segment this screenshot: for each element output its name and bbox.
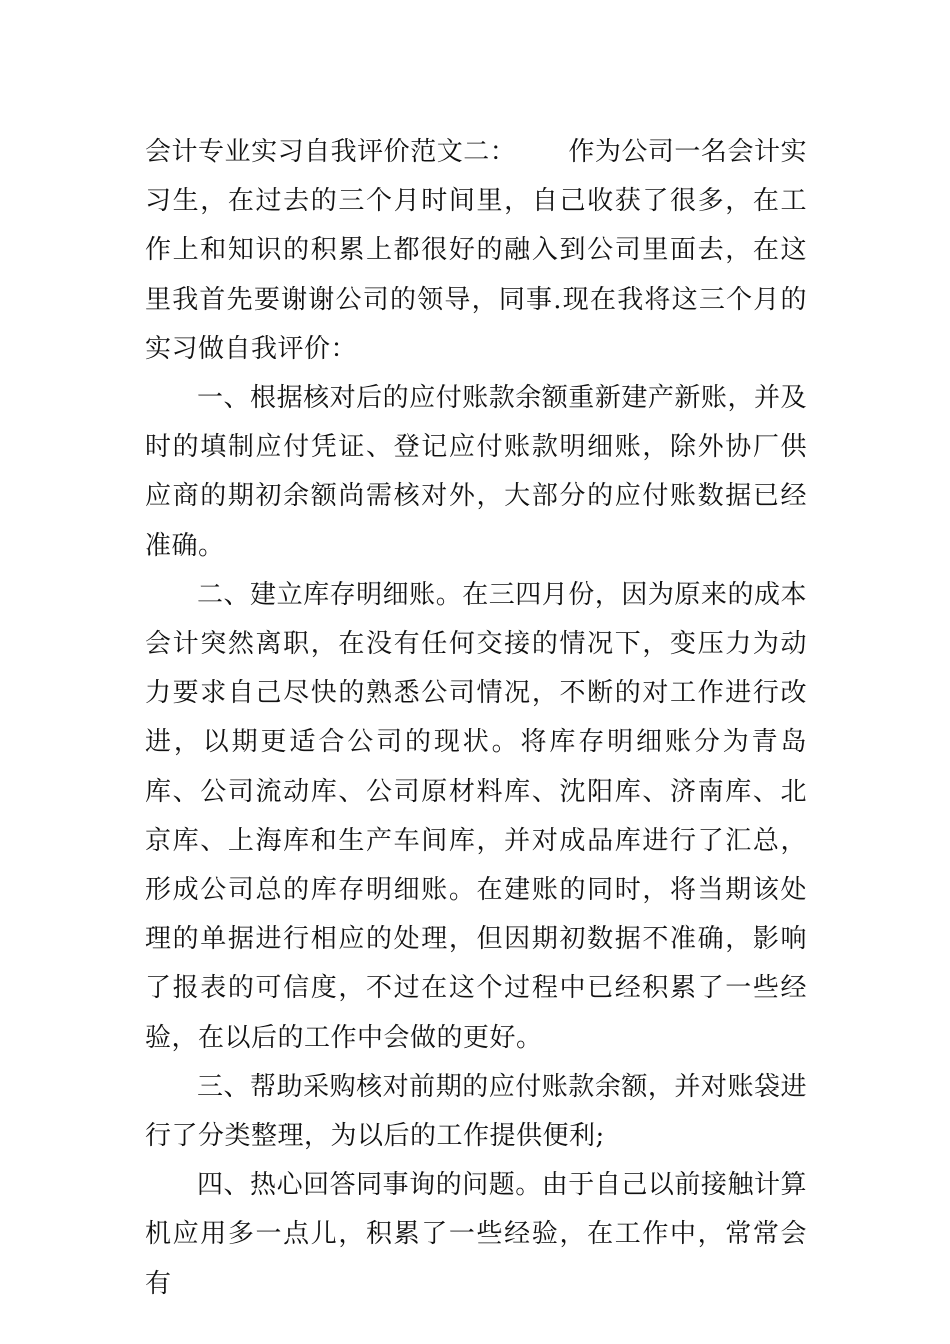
document-heading: 会计专业实习自我评价范文二： [145, 137, 517, 167]
paragraph-3: 三、帮助采购核对前期的应付账款余额，并对账袋进行了分类整理，为以后的工作提供便利; [145, 1071, 807, 1152]
document-body [145, 128, 807, 1309]
paragraph-4: 四、热心回答同事询的问题。由于自己以前接触计算机应用多一点儿，积累了一些经验，在工作中，常常会有 [145, 1170, 807, 1299]
intro-text: 作为公司一名会计实习生，在过去的三个月时间里，自己收获了很多，在工作上和知识的积累上都很好的融入到公司里面去，在这里我首先要谢谢公司的领导，同事.现在我将这三个月的实习做自我评价： [145, 137, 807, 364]
paragraph-1: 一、根据核对后的应付账款余额重新建产新账，并及时的填制应付凭证、登记应付账款明细账，除外协厂供应商的期初余额尚需核对外，大部分的应付账数据已经准确。 [145, 383, 807, 561]
paragraph-2: 二、建立库存明细账。在三四月份，因为原来的成本会计突然离职，在没有任何交接的情况下，变压力为动力要求自己尽快的熟悉公司情况，不断的对工作进行改进，以期更适合公司的现状。将库存明细账分为青岛库、公司流动库、公司原材料库、沈阳库、济南库、北京库、上海库和生产车间库，并对成品库进行了汇总，形成公司总的库存明细账。在建账的同时，将当期该处理的单据进行相应的处理，但因期初数据不准确，影响了报表的可信度，不过在这个过程中已经积累了一些经验，在以后的工作中会做的更好。 [145, 579, 807, 1053]
intro-paragraph [145, 128, 807, 374]
